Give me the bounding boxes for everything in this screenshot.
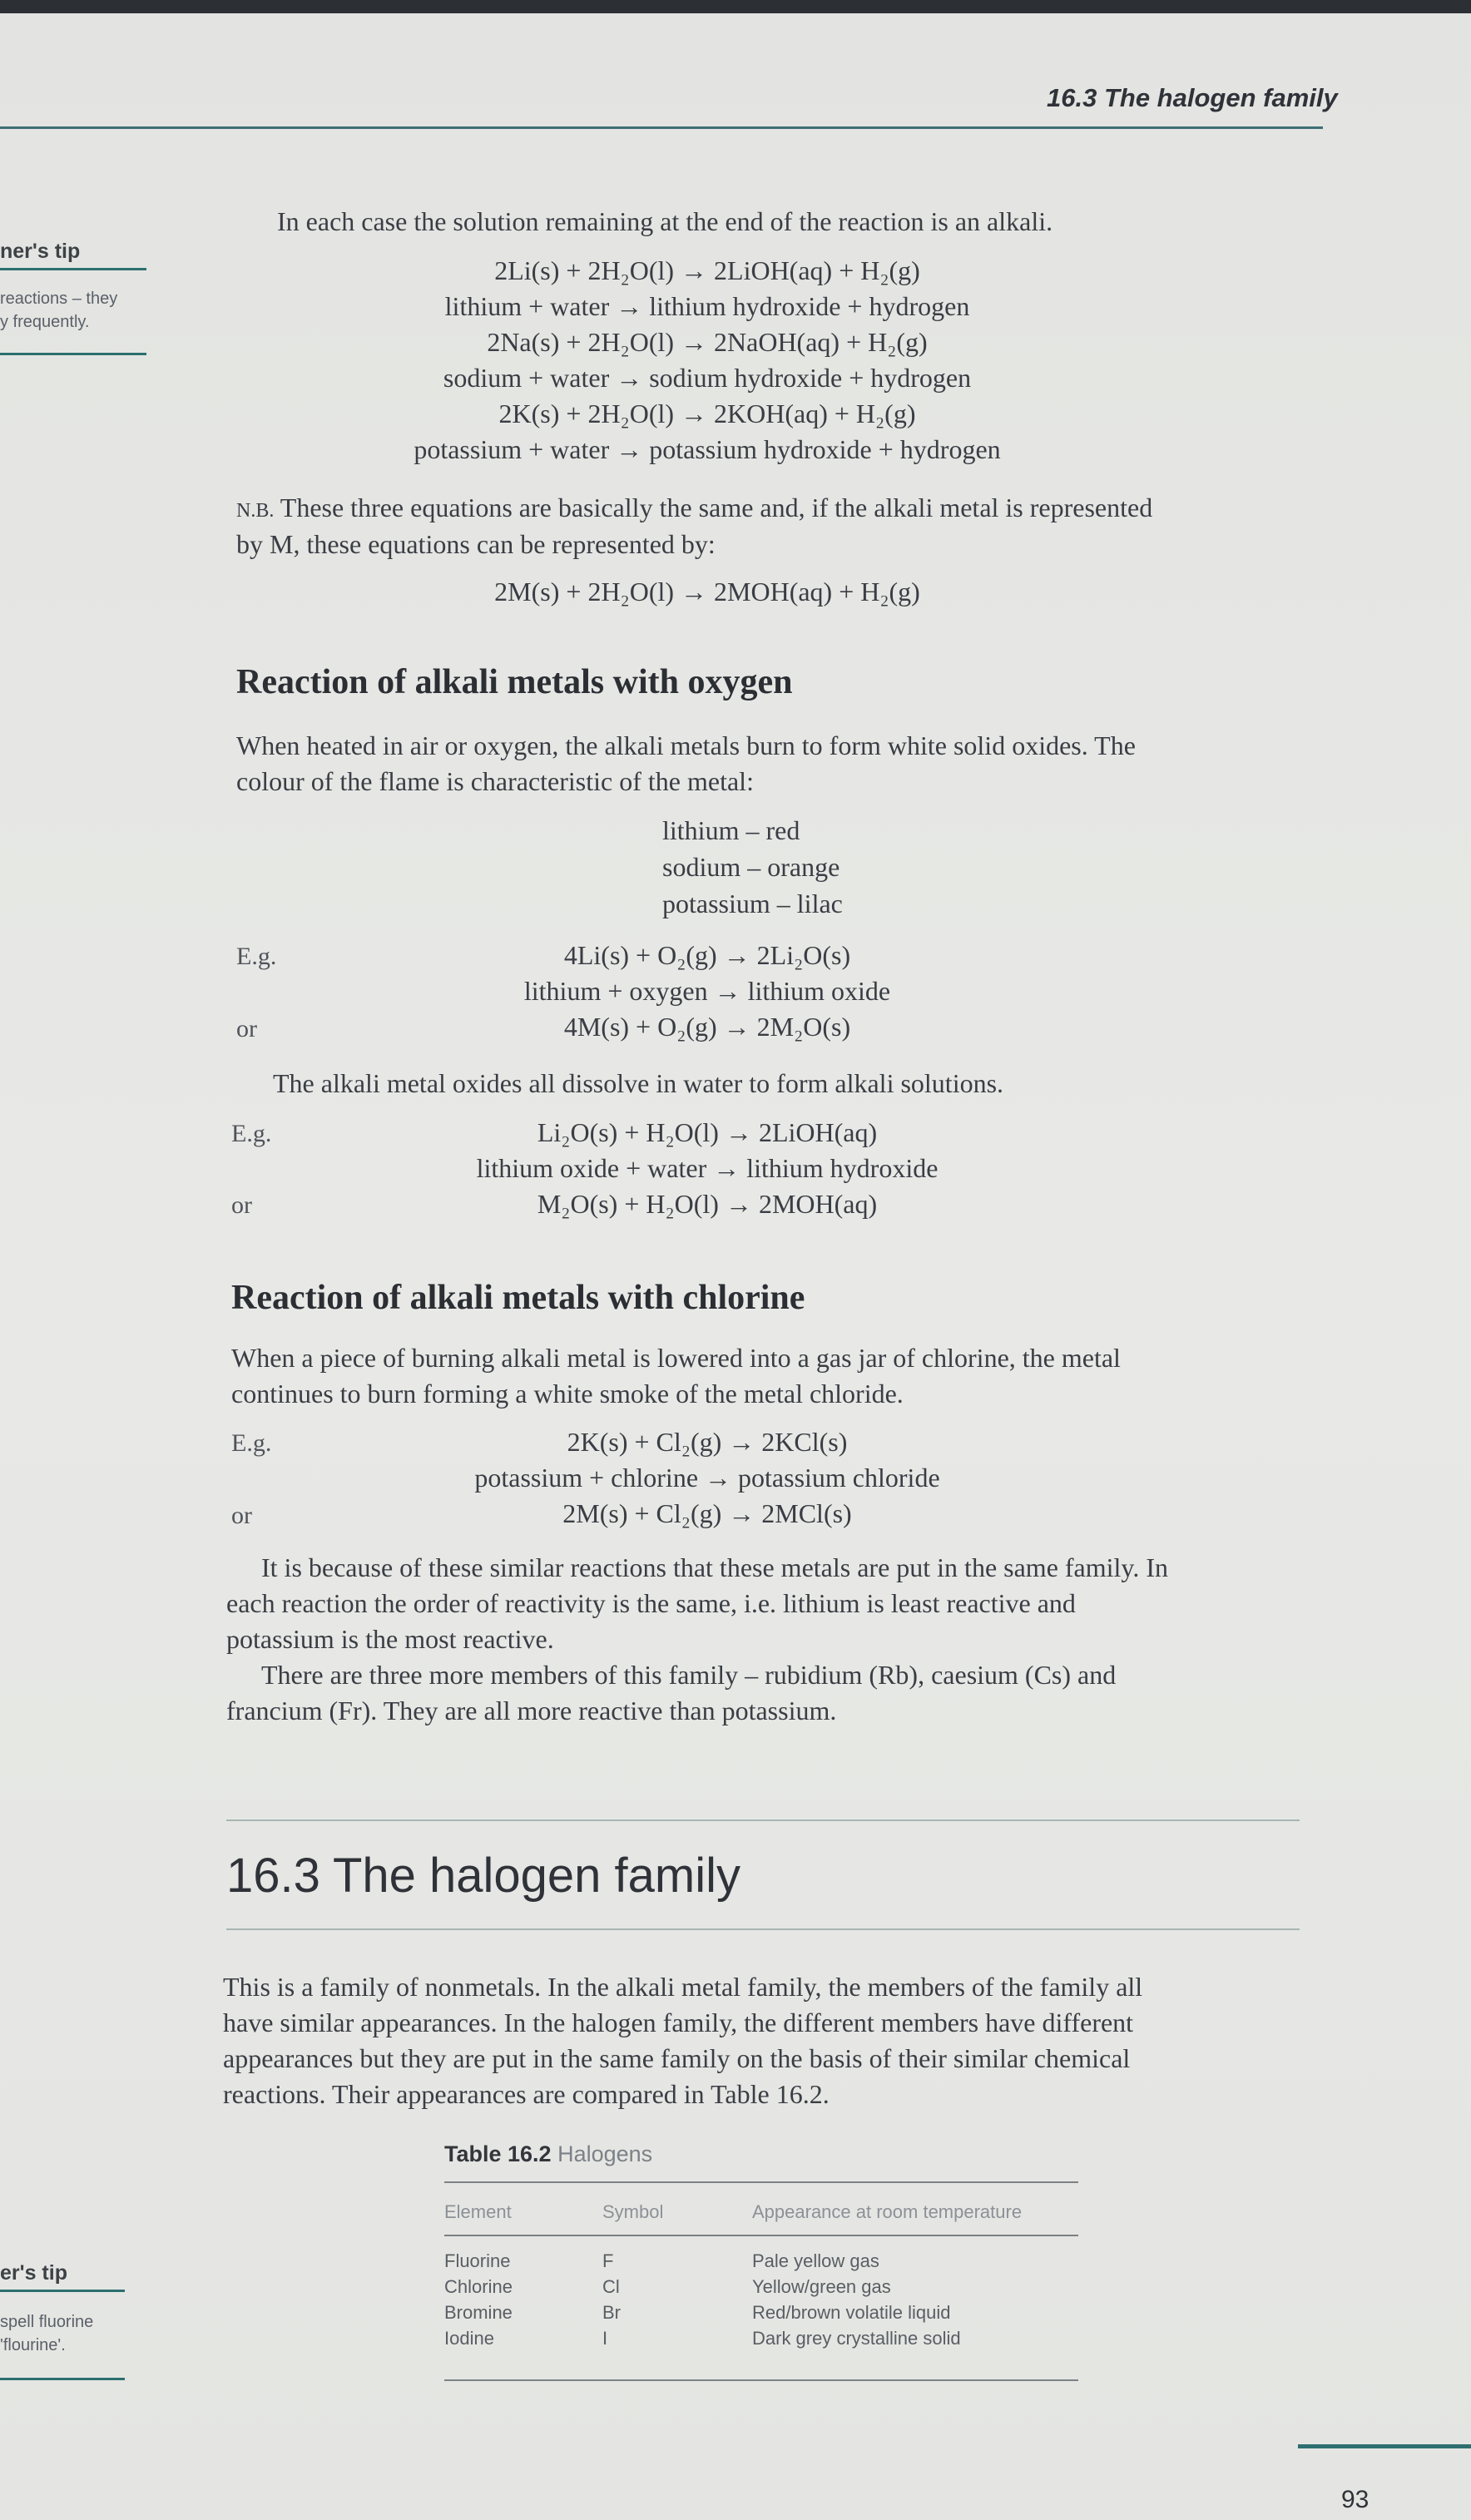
section-bottom-rule [226, 1928, 1300, 1930]
word-equation: sodium + water → sodium hydroxide + hydrogen [443, 363, 972, 393]
flame-colour-list-item: lithium – red [662, 815, 800, 845]
paragraph: francium (Fr). They are all more reactive than potassium. [226, 1696, 837, 1725]
table-number: Table 16.2 [444, 2141, 552, 2166]
intro-paragraph: In each case the solution remaining at the end of the reaction is an alkali. [277, 206, 1053, 236]
margin-tip-text: 'flourine'. [0, 2336, 66, 2354]
paragraph: reactions. Their appearances are compared in Table 16.2. [223, 2079, 830, 2109]
table-cell: Chlorine [444, 2276, 513, 2297]
equation: 2M(s) + Cl₂(g) → 2MCl(s) [562, 1498, 852, 1528]
footer-rule [1298, 2444, 1471, 2448]
table-cell: F [602, 2250, 614, 2271]
table-cell: Dark grey crystalline solid [752, 2328, 961, 2349]
page-number: 93 [1341, 2486, 1369, 2513]
table-cell: Iodine [444, 2328, 494, 2349]
nb-paragraph-line: by M, these equations can be represented by: [236, 529, 716, 559]
equation: 2K(s) + Cl₂(g) → 2KCl(s) [567, 1427, 848, 1457]
margin-tip-rule [0, 268, 146, 270]
or-label: or [231, 1502, 252, 1529]
section-top-rule [226, 1819, 1300, 1821]
section-heading-oxygen: Reaction of alkali metals with oxygen [236, 663, 793, 701]
general-equation: 2M(s) + 2H₂O(l) → 2MOH(aq) + H₂(g) [494, 577, 920, 606]
paragraph: This is a family of nonmetals. In the alkali metal family, the members of the family all [223, 1972, 1143, 2002]
table-top-rule [444, 2181, 1078, 2183]
paragraph: It is because of these similar reactions that these metals are put in the same family. In [261, 1552, 1168, 1582]
paragraph: The alkali metal oxides all dissolve in water to form alkali solutions. [273, 1068, 1004, 1098]
word-equation: lithium + oxygen → lithium oxide [523, 976, 891, 1006]
equation: 2Na(s) + 2H₂O(l) → 2NaOH(aq) + H₂(g) [487, 327, 928, 357]
margin-tip-text: spell fluorine [0, 2313, 94, 2331]
or-label: or [236, 1015, 257, 1042]
margin-tip-rule [0, 2290, 125, 2292]
equation: 4M(s) + O₂(g) → 2M₂O(s) [563, 1012, 851, 1042]
nb-paragraph [236, 489, 1152, 529]
nb-label: N.B. [236, 500, 275, 522]
table-cell: Bromine [444, 2302, 513, 2323]
table-cell: Br [602, 2302, 621, 2323]
table-header-cell: Appearance at room temperature [752, 2201, 1023, 2222]
or-label: or [231, 1191, 252, 1219]
word-equation: potassium + chlorine → potassium chloride [474, 1463, 940, 1493]
table-cell: Cl [602, 2276, 620, 2297]
eg-label: E.g. [231, 1120, 272, 1147]
paragraph: each reaction the order of reactivity is the same, i.e. lithium is least reactive and [226, 1588, 1076, 1618]
table-cell: Pale yellow gas [752, 2250, 879, 2271]
table-cell: Red/brown volatile liquid [752, 2302, 951, 2323]
equation: 4Li(s) + O₂(g) → 2Li₂O(s) [563, 940, 851, 970]
table-title: Halogens [557, 2141, 653, 2166]
running-head: 16.3 The halogen family [1047, 83, 1338, 112]
table-cell: I [602, 2328, 608, 2349]
word-equation: lithium oxide + water → lithium hydroxide [476, 1153, 939, 1183]
equation: 2Li(s) + 2H₂O(l) → 2LiOH(aq) + H₂(g) [494, 255, 920, 285]
margin-tip-title: er's tip [0, 2261, 67, 2285]
paragraph: potassium is the most reactive. [226, 1624, 554, 1654]
flame-colour-list-item: potassium – lilac [662, 889, 843, 918]
equation: M₂O(s) + H₂O(l) → 2MOH(aq) [537, 1189, 878, 1219]
table-cell: Fluorine [444, 2250, 511, 2271]
paragraph: When a piece of burning alkali metal is lowered into a gas jar of chlorine, the metal [231, 1343, 1121, 1373]
paragraph: appearances but they are put in the same family on the basis of their similar chemical [223, 2043, 1131, 2073]
flame-colour-list-item: sodium – orange [662, 852, 840, 882]
table-caption [444, 2141, 652, 2167]
header-rule [0, 126, 1323, 129]
margin-tip-text: reactions – they [0, 290, 118, 308]
equation: Li₂O(s) + H₂O(l) → 2LiOH(aq) [537, 1117, 878, 1147]
section-heading-chlorine: Reaction of alkali metals with chlorine [231, 1279, 805, 1317]
word-equation: potassium + water → potassium hydroxide + hydrogen [414, 434, 1001, 464]
table-header-cell: Element [444, 2201, 512, 2222]
paragraph: have similar appearances. In the halogen family, the different members have different [223, 2008, 1134, 2037]
paragraph: When heated in air or oxygen, the alkali metals burn to form white solid oxides. The [236, 730, 1136, 760]
section-title: 16.3 The halogen family [226, 1849, 741, 1903]
top-shadow-bar [0, 0, 1471, 13]
word-equation: lithium + water → lithium hydroxide + hydrogen [444, 291, 970, 321]
margin-tip-rule [0, 2378, 125, 2380]
paragraph: continues to burn forming a white smoke of the metal chloride. [231, 1379, 904, 1409]
eg-label: E.g. [231, 1429, 272, 1457]
eg-label: E.g. [236, 943, 277, 970]
table-cell: Yellow/green gas [752, 2276, 891, 2297]
paragraph: There are three more members of this family – rubidium (Rb), caesium (Cs) and [261, 1660, 1117, 1690]
margin-tip-rule [0, 353, 146, 355]
table-header-cell: Symbol [602, 2201, 664, 2222]
nb-text: These three equations are basically the same and, if the alkali metal is represented [280, 493, 1153, 522]
margin-tip-text: y frequently. [0, 313, 90, 331]
table-header-rule [444, 2235, 1078, 2236]
margin-tip-title: ner's tip [0, 240, 81, 263]
table-bottom-rule [444, 2379, 1078, 2381]
paragraph: colour of the flame is characteristic of the metal: [236, 766, 754, 796]
equation: 2K(s) + 2H₂O(l) → 2KOH(aq) + H₂(g) [498, 399, 916, 428]
